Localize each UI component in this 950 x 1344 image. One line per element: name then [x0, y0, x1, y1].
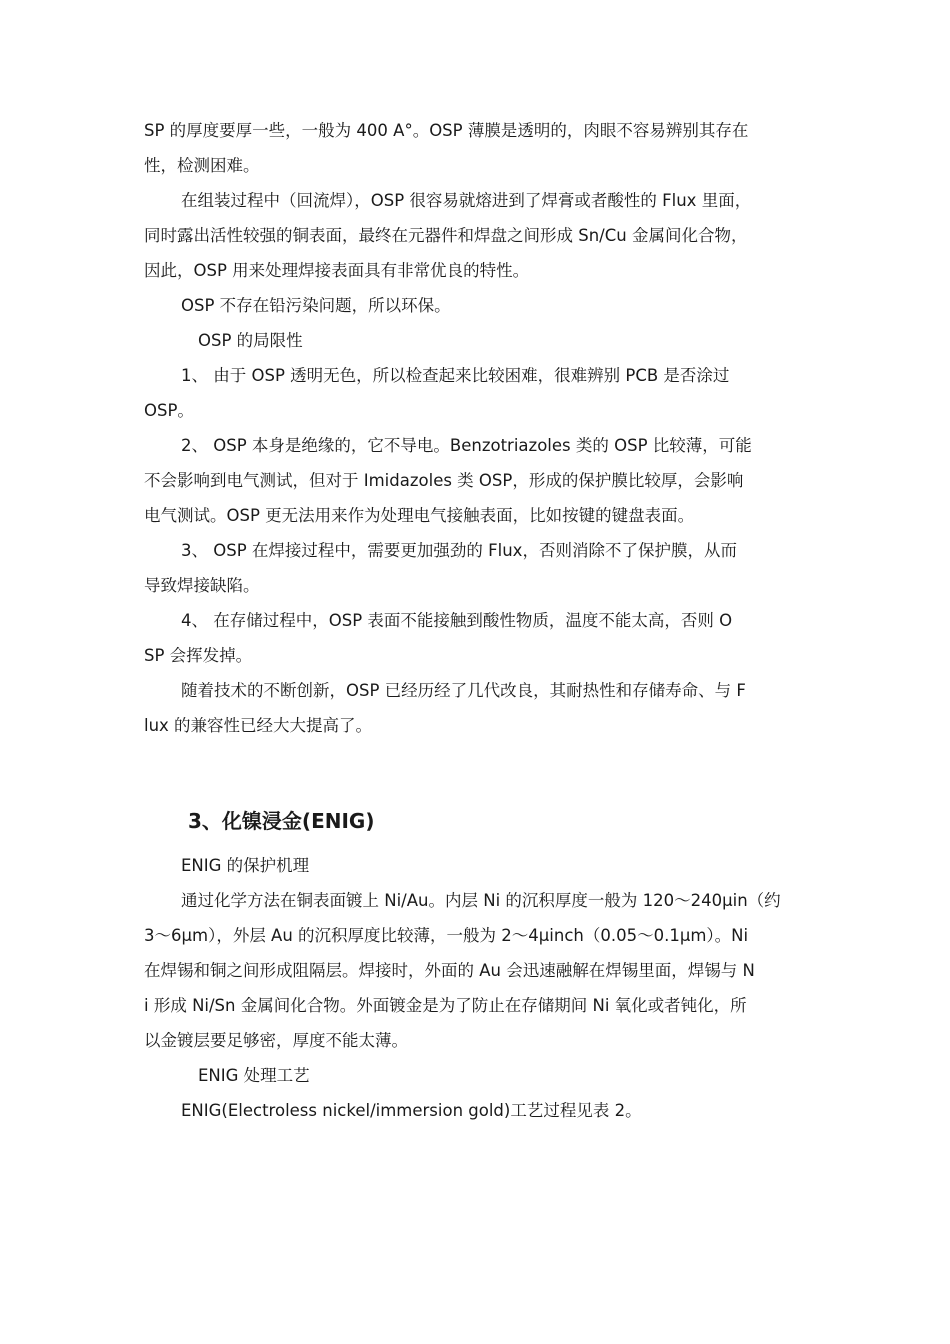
- section-number: 3: [188, 809, 202, 833]
- paragraph-line: 随着技术的不断创新，OSP 已经历经了几代改良，其耐热性和存储寿命、与 F: [181, 681, 746, 700]
- section-heading-enig: [188, 808, 374, 834]
- list-item-line: OSP。: [144, 401, 194, 420]
- section-title-abbrev: (ENIG): [301, 809, 375, 833]
- section-title-text: 、化镍浸金: [201, 809, 302, 833]
- paragraph-line: 性，检测困难。: [144, 156, 260, 175]
- paragraph-line: 以金镀层要足够密，厚度不能太薄。: [144, 1031, 408, 1050]
- paragraph-line: 因此，OSP 用来处理焊接表面具有非常优良的特性。: [144, 261, 530, 280]
- paragraph-line: 通过化学方法在铜表面镀上 Ni/Au。内层 Ni 的沉积厚度一般为 120～240μin（约: [181, 891, 781, 910]
- list-item-line: 3、 OSP 在焊接过程中，需要更加强劲的 Flux，否则消除不了保护膜，从而: [181, 541, 737, 560]
- list-item-line: SP 会挥发掉。: [144, 646, 253, 665]
- paragraph-line: OSP 不存在铅污染问题，所以环保。: [181, 296, 451, 315]
- list-item-line: 不会影响到电气测试，但对于 Imidazoles 类 OSP，形成的保护膜比较厚，会影响: [144, 471, 744, 490]
- subheading-enig-mechanism: ENIG 的保护机理: [181, 856, 310, 875]
- list-item-line: 4、 在存储过程中，OSP 表面不能接触到酸性物质，温度不能太高，否则 O: [181, 611, 733, 630]
- paragraph-line: lux 的兼容性已经大大提高了。: [144, 716, 373, 735]
- paragraph-line: 在组装过程中（回流焊），OSP 很容易就熔进到了焊膏或者酸性的 Flux 里面，: [181, 191, 752, 210]
- paragraph-line: i 形成 Ni/Sn 金属间化合物。外面镀金是为了防止在存储期间 Ni 氧化或者钝化，所: [144, 996, 747, 1015]
- list-item-line: 1、 由于 OSP 透明无色，所以检查起来比较困难，很难辨别 PCB 是否涂过: [181, 366, 730, 385]
- paragraph-line: ENIG(Electroless nickel/immersion gold)工艺过程见表 2。: [181, 1101, 642, 1120]
- list-item-line: 导致焊接缺陷。: [144, 576, 260, 595]
- list-item-line: 电气测试。OSP 更无法用来作为处理电气接触表面，比如按键的键盘表面。: [144, 506, 695, 525]
- subheading-osp-limitations: OSP 的局限性: [198, 331, 303, 350]
- subheading-enig-process: ENIG 处理工艺: [198, 1066, 310, 1085]
- list-item-line: 2、 OSP 本身是绝缘的，它不导电。Benzotriazoles 类的 OSP 比较薄，可能: [181, 436, 752, 455]
- paragraph-line: 在焊锡和铜之间形成阻隔层。焊接时，外面的 Au 会迅速融解在焊锡里面，焊锡与 N: [144, 961, 755, 980]
- paragraph-line: SP 的厚度要厚一些，一般为 400 A°。OSP 薄膜是透明的，肉眼不容易辨别其存在: [144, 121, 749, 140]
- paragraph-line: 3～6μm），外层 Au 的沉积厚度比较薄，一般为 2～4μinch（0.05～0.1μm）。Ni: [144, 926, 749, 945]
- paragraph-line: 同时露出活性较强的铜表面，最终在元器件和焊盘之间形成 Sn/Cu 金属间化合物，: [144, 226, 748, 245]
